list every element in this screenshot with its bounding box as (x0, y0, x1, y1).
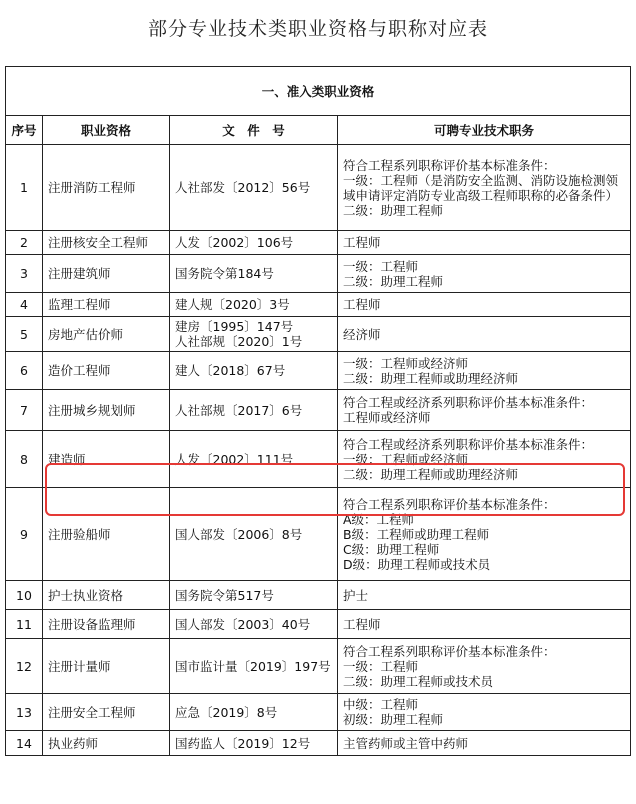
header-duty: 可聘专业技术职务 (338, 116, 631, 145)
qualification-name: 注册验船师 (43, 488, 170, 581)
row-number: 5 (6, 317, 43, 352)
duty-line: C级：助理工程师 (343, 541, 440, 557)
duty-line: 二级：助理工程师或助理经济师 (343, 370, 519, 386)
document-number (170, 610, 338, 639)
table-row (6, 293, 631, 317)
qualification-name: 执业药师 (43, 731, 170, 756)
row-number: 8 (6, 431, 43, 488)
document-line: 国务院令第184号 (175, 266, 274, 281)
document-line: 人社部规〔2017〕6号 (175, 402, 303, 418)
document-number (170, 431, 338, 488)
document-number (170, 145, 338, 231)
duty-line: 一级：工程师或经济师 (343, 355, 469, 371)
duty-line: 初级：助理工程师 (343, 712, 444, 727)
table-row (6, 694, 631, 731)
row-number: 1 (6, 145, 43, 231)
document-number (170, 352, 338, 390)
document-line: 建房〔1995〕147号 (175, 319, 294, 334)
qualification-name: 注册建筑师 (43, 255, 170, 293)
duty-line: 二级：助理工程师或助理经济师 (343, 466, 519, 482)
duty-line: 工程师 (343, 616, 381, 632)
table-row (6, 610, 631, 639)
duty-line: 二级：助理工程师 (343, 202, 444, 218)
duty-cell (338, 255, 631, 293)
document-line: 国药监人〔2019〕12号 (175, 735, 311, 751)
document-number (170, 293, 338, 317)
row-number: 3 (6, 255, 43, 293)
duty-cell (338, 694, 631, 731)
duty-line: A级：工程师 (343, 511, 415, 527)
document-number (170, 255, 338, 293)
row-number: 2 (6, 231, 43, 255)
duty-cell (338, 488, 631, 581)
document-number (170, 731, 338, 756)
duty-line: 符合工程系列职称评价基本标准条件： (343, 643, 556, 659)
duty-line: 符合工程或经济系列职称评价基本标准条件： (343, 436, 594, 452)
row-number: 12 (6, 639, 43, 694)
table-row (6, 431, 631, 488)
document-line: 国人部发〔2003〕40号 (175, 616, 311, 632)
document-number (170, 488, 338, 581)
section-row (6, 67, 631, 116)
duty-cell (338, 431, 631, 488)
duty-cell (338, 610, 631, 639)
duty-line: 符合工程或经济系列职称评价基本标准条件： (343, 395, 594, 410)
document-number (170, 639, 338, 694)
duty-line: B级：工程师或助理工程师 (343, 526, 490, 542)
duty-line: 护士 (343, 587, 369, 603)
document-line: 国务院令第517号 (175, 587, 274, 603)
duty-line: 一级：工程师（是消防安全监测、消防设施检测领域申请评定消防专业高级工程师职称的必备条件） (343, 172, 619, 203)
duty-line: D级：助理工程师或技术员 (343, 556, 491, 572)
document-line: 人发〔2002〕106号 (175, 235, 294, 250)
qualification-name: 注册消防工程师 (43, 145, 170, 231)
duty-line: 主管药师或主管中药师 (343, 735, 469, 751)
qualification-name: 注册计量师 (43, 639, 170, 694)
table-row (6, 145, 631, 231)
duty-line: 工程师或经济师 (343, 410, 431, 425)
duty-line: 二级：助理工程师 (343, 273, 444, 289)
header-document: 文 件 号 (170, 116, 338, 145)
table-row (6, 231, 631, 255)
table-row (6, 731, 631, 756)
duty-cell (338, 581, 631, 610)
table-row (6, 255, 631, 293)
qualification-name: 注册设备监理师 (43, 610, 170, 639)
qualification-name: 护士执业资格 (43, 581, 170, 610)
document-line: 建人〔2018〕67号 (175, 363, 286, 378)
duty-line: 符合工程系列职称评价基本标准条件： (343, 157, 556, 173)
header-qualification: 职业资格 (43, 116, 170, 145)
document-number (170, 581, 338, 610)
qualification-name: 注册核安全工程师 (43, 231, 170, 255)
duty-cell (338, 352, 631, 390)
document-line: 国人部发〔2006〕8号 (175, 526, 303, 542)
duty-cell (338, 390, 631, 431)
document-line: 人社部规〔2020〕1号 (175, 334, 303, 349)
row-number: 9 (6, 488, 43, 581)
row-number: 4 (6, 293, 43, 317)
duty-cell (338, 639, 631, 694)
duty-cell (338, 145, 631, 231)
duty-line: 工程师 (343, 297, 381, 312)
duty-line: 经济师 (343, 326, 381, 342)
document-line: 人发〔2002〕111号 (175, 451, 294, 467)
duty-cell (338, 317, 631, 352)
qualification-name: 监理工程师 (43, 293, 170, 317)
duty-cell (338, 231, 631, 255)
document-number (170, 390, 338, 431)
qualification-name: 注册城乡规划师 (43, 390, 170, 431)
table-row (6, 488, 631, 581)
qualification-name: 造价工程师 (43, 352, 170, 390)
row-number: 11 (6, 610, 43, 639)
duty-line: 中级：工程师 (343, 697, 419, 712)
table-row (6, 352, 631, 390)
document-number (170, 694, 338, 731)
section-title: 一、准入类职业资格 (6, 67, 631, 116)
duty-line: 一级：工程师 (343, 658, 419, 674)
row-number: 14 (6, 731, 43, 756)
document-line: 国市监计量〔2019〕197号 (175, 658, 331, 674)
table-row (6, 581, 631, 610)
document-number (170, 231, 338, 255)
duty-cell (338, 293, 631, 317)
duty-line: 工程师 (343, 235, 381, 250)
row-number: 6 (6, 352, 43, 390)
table-row (6, 639, 631, 694)
qualification-table (5, 66, 631, 756)
table-row (6, 317, 631, 352)
row-number: 10 (6, 581, 43, 610)
document-line: 建人规〔2020〕3号 (175, 297, 290, 312)
header-no: 序号 (6, 116, 43, 145)
page-title: 部分专业技术类职业资格与职称对应表 (147, 18, 488, 40)
duty-line: 二级：助理工程师或技术员 (343, 673, 494, 689)
table-row (6, 390, 631, 431)
duty-line: 一级：工程师或经济师 (343, 451, 469, 467)
row-number: 13 (6, 694, 43, 731)
header-row (6, 116, 631, 145)
duty-line: 符合工程系列职称评价基本标准条件： (343, 496, 556, 512)
qualification-name: 房地产估价师 (43, 317, 170, 352)
qualification-name: 注册安全工程师 (43, 694, 170, 731)
qualification-name: 建造师 (43, 431, 170, 488)
duty-line: 一级：工程师 (343, 258, 419, 274)
document-line: 应急〔2019〕8号 (175, 704, 278, 720)
document-number (170, 317, 338, 352)
duty-cell (338, 731, 631, 756)
document-line: 人社部发〔2012〕56号 (175, 180, 311, 195)
row-number: 7 (6, 390, 43, 431)
